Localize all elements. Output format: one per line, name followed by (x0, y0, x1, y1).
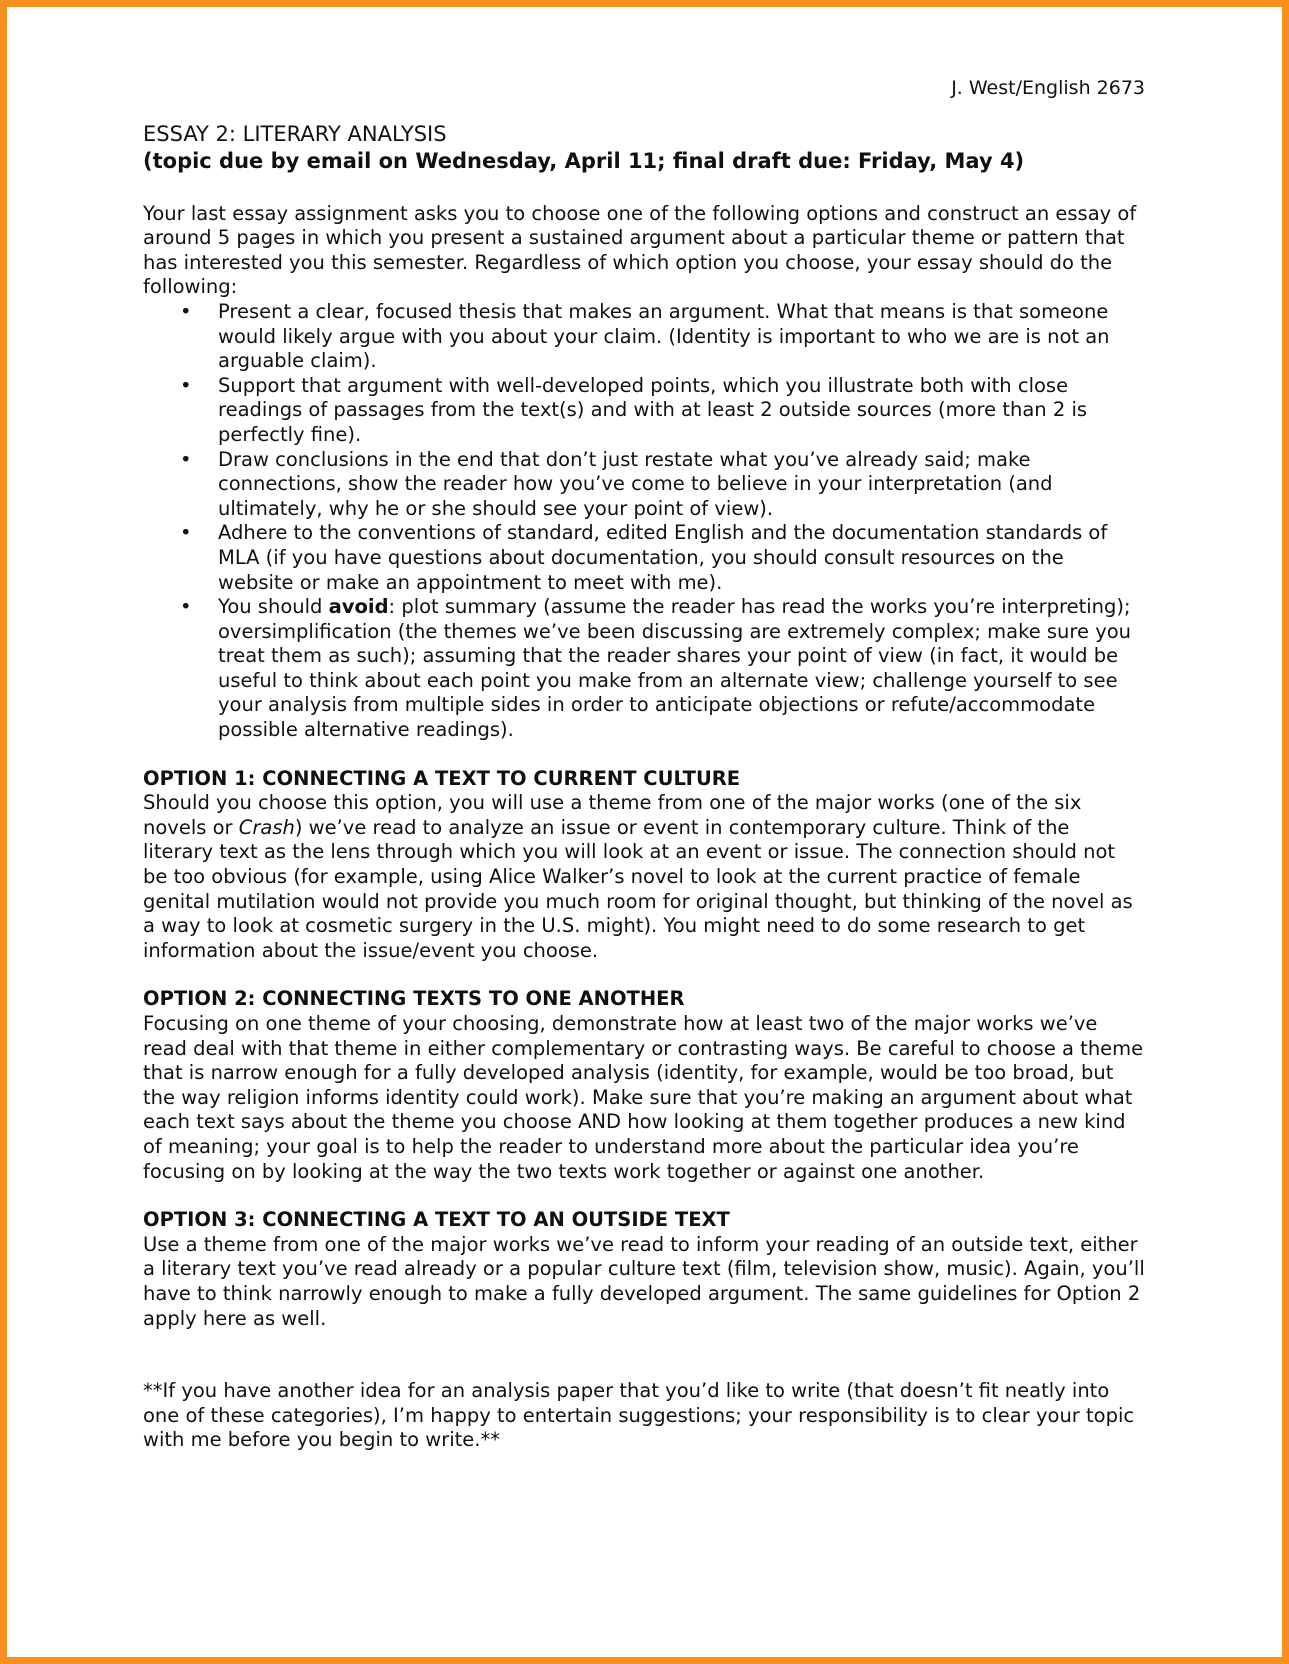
option-3 (143, 1208, 1145, 1331)
list-item: • Draw conclusions in the end that don’t just restate what you’ve already said; make connections, show the reader how you’ve come to believe in your interpretation (and ultimately, why he or she should see your point of view). (218, 448, 1145, 522)
option-1-italic: Crash (238, 815, 295, 839)
course-header: J. West/English 2673 (951, 77, 1145, 99)
option-1-body (143, 791, 1145, 963)
option-3-heading: OPTION 3: CONNECTING A TEXT TO AN OUTSIDE TEXT (143, 1208, 730, 1232)
option-3-body: Use a theme from one of the major works we’ve read to inform your reading of an outside text, either a literary text you’ve read already or a popular culture text (film, television show, music). Again, you’ll have to think narrowly enough to make a fully developed argument. The same guidelines for Option 2 apply here as well. (143, 1232, 1145, 1330)
option-1-before: Should you choose this option, you will use a theme from one of the major works (one of the six novels or (143, 791, 1082, 839)
closing-note: **If you have another idea for an analysis paper that you’d like to write (that doesn’t fit neatly into one of these categories), I’m happy to entertain suggestions; your responsibility is to clear your topic with me before you begin to write.** (143, 1379, 1135, 1452)
option-2-body: Focusing on one theme of your choosing, demonstrate how at least two of the major works we’ve read deal with that theme in either complementary or contrasting ways. Be careful to choose a theme that is narrow enough for a fully developed analysis (identity, for example, would be too broad, but the way religion informs identity could work). Make sure that you’re making an argument about what each text says about the theme you choose AND how looking at them together produces a new kind of meaning; your goal is to help the reader to understand more about the particular idea you’re focusing on by looking at the way the two texts work together or against one another. (143, 1012, 1144, 1183)
list-item: • Present a clear, focused thesis that makes an argument. What that means is that someone would likely argue with you about your claim. (Identity is important to who we are is not an arguable claim). (218, 300, 1145, 374)
option-1-heading: OPTION 1: CONNECTING A TEXT TO CURRENT CULTURE (143, 766, 741, 790)
avoid-prefix: You should (218, 595, 329, 619)
requirements-list (143, 300, 1145, 743)
option-1-after: ) we’ve read to analyze an issue or event in contemporary culture. Think of the literary text as the lens through which you will look at an event or issue. The connection should not be too obvious (for example, using Alice Walker’s novel to look at the current practice of female genital mutilation would not provide you much room for original thought, but thinking of the novel as a way to look at cosmetic surgery in the U.S. might). You might need to do some research to get information about the issue/event you choose. (143, 815, 1133, 962)
option-2 (143, 987, 1145, 1184)
option-1 (143, 767, 1145, 964)
list-item: • Adhere to the conventions of standard, edited English and the documentation standards of MLA (if you have questions about documentation, you should consult resources on the website or make an appointment to meet with me). (218, 521, 1145, 595)
list-item-avoid (218, 595, 1145, 743)
assignment-title (143, 121, 1145, 175)
title-main: ESSAY 2: LITERARY ANALYSIS (143, 121, 447, 146)
avoid-rest: : plot summary (assume the reader has read the works you’re interpreting); oversimplification (the themes we’ve been discussing are extremely complex; make sure you treat them as such); assuming that the reader shares your point of view (in fact, it would be useful to think about each point you make from an alternate view; challenge yourself to see your analysis from multiple sides in order to anticipate objections or refute/accommodate possible alternative readings). (218, 595, 1132, 742)
title-due-dates: (topic due by email on Wednesday, April 11; final draft due: Friday, May 4) (143, 148, 1025, 173)
intro-paragraph: Your last essay assignment asks you to choose one of the following options and construct an essay of around 5 pages in which you present a sustained argument about a particular theme or pattern that has interested you this semester. Regardless of which option you choose, your essay should do the following: (143, 201, 1137, 299)
document-page (143, 76, 1145, 1453)
option-2-heading: OPTION 2: CONNECTING TEXTS TO ONE ANOTHER (143, 987, 685, 1011)
list-item: • Support that argument with well-developed points, which you illustrate both with close readings of passages from the text(s) and with at least 2 outside sources (more than 2 is perfectly fine). (218, 374, 1145, 448)
avoid-bold: avoid (328, 595, 389, 619)
